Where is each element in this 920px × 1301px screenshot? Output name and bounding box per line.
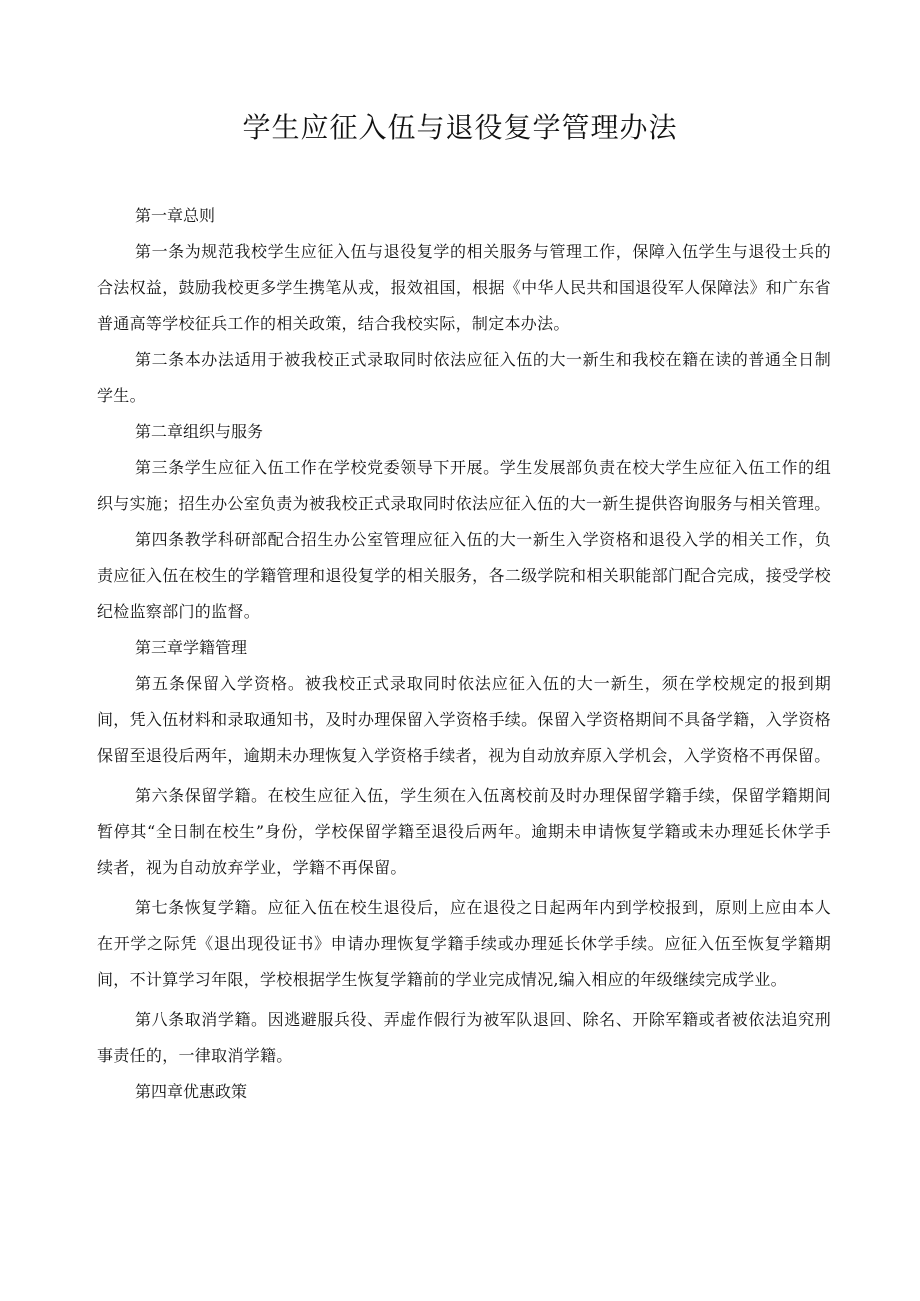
- chapter-heading: 第四章优惠政策: [135, 1082, 248, 1101]
- chapter-heading: 第三章学籍管理: [135, 638, 248, 657]
- article-paragraph: 第六条保留学籍。在校生应征入伍，学生须在入伍离校前及时办理保留学籍手续，保留学籍期间暂停其“全日制在校生”身份，学校保留学籍至退役后两年。逾期未申请恢复学籍或未办理延长休学手续者，视为自动放弃学业，学籍不再保留。: [97, 786, 831, 877]
- document-title: 学生应征入伍与退役复学管理办法: [242, 111, 678, 144]
- article-paragraph: 第一条为规范我校学生应征入伍与退役复学的相关服务与管理工作，保障入伍学生与退役士兵的合法权益，鼓励我校更多学生携笔从戎，报效祖国，根据《中华人民共和国退役军人保障法》和广东省普通高等学校征兵工作的相关政策，结合我校实际，制定本办法。: [97, 242, 831, 333]
- article-paragraph: 第二条本办法适用于被我校正式录取同时依法应征入伍的大一新生和我校在籍在读的普通全日制学生。: [97, 350, 831, 405]
- document-body: [97, 198, 831, 1110]
- article-paragraph: 第八条取消学籍。因逃避服兵役、弄虚作假行为被军队退回、除名、开除军籍或者被依法追究刑事责任的，一律取消学籍。: [97, 1010, 831, 1065]
- article-paragraph: 第五条保留入学资格。被我校正式录取同时依法应征入伍的大一新生，须在学校规定的报到期间，凭入伍材料和录取通知书，及时办理保留入学资格手续。保留入学资格期间不具备学籍，入学资格保留至退役后两年，逾期未办理恢复入学资格手续者，视为自动放弃原入学机会，入学资格不再保留。: [97, 674, 831, 765]
- article-paragraph: 第四条教学科研部配合招生办公室管理应征入伍的大一新生入学资格和退役入学的相关工作，负责应征入伍在校生的学籍管理和退役复学的相关服务，各二级学院和相关职能部门配合完成，接受学校纪检监察部门的监督。: [97, 530, 831, 621]
- chapter-heading: 第一章总则: [135, 206, 216, 225]
- chapter-heading: 第二章组织与服务: [135, 422, 264, 441]
- article-paragraph: 第七条恢复学籍。应征入伍在校生退役后，应在退役之日起两年内到学校报到，原则上应由本人在开学之际凭《退出现役证书》申请办理恢复学籍手续或办理延长休学手续。应征入伍至恢复学籍期间，不计算学习年限，学校根据学生恢复学籍前的学业完成情况,编入相应的年级继续完成学业。: [97, 898, 831, 989]
- article-paragraph: 第三条学生应征入伍工作在学校党委领导下开展。学生发展部负责在校大学生应征入伍工作的组织与实施；招生办公室负责为被我校正式录取同时依法应征入伍的大一新生提供咨询服务与相关管理。: [97, 458, 831, 513]
